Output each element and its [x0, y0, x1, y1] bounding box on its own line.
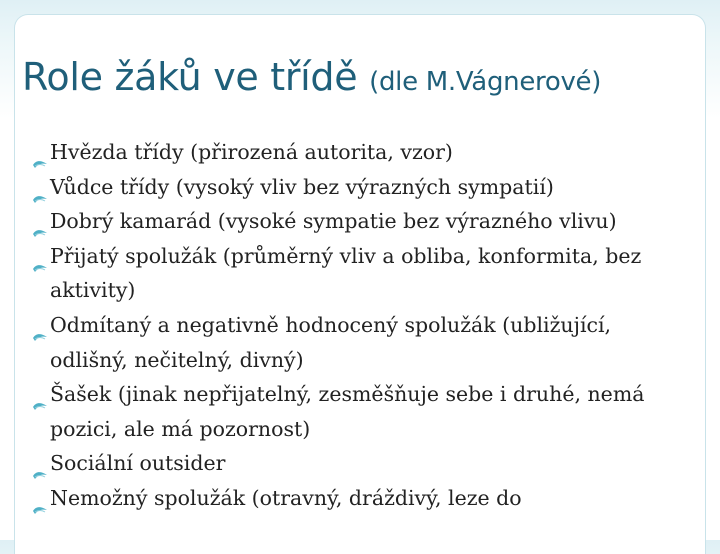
list-item-text: Nemožný spolužák (otravný, dráždivý, leze do — [50, 485, 522, 510]
list-item — [32, 481, 684, 516]
ornament-bullet-icon — [32, 182, 48, 194]
list-item-text: Dobrý kamarád (vysoké sympatie bez výrazného vlivu) — [50, 209, 617, 234]
list-item — [32, 170, 684, 205]
ornament-bullet-icon — [32, 251, 48, 263]
list-item — [32, 204, 684, 239]
list-item — [32, 239, 684, 308]
list-item-text: Vůdce třídy (vysoký vliv bez výrazných sympatií) — [50, 174, 554, 199]
role-list — [32, 135, 684, 516]
ornament-bullet-icon — [32, 493, 48, 505]
list-item — [32, 446, 684, 481]
ornament-bullet-icon — [32, 389, 48, 401]
list-item-text: Hvězda třídy (přirozená autorita, vzor) — [50, 140, 453, 164]
ornament-bullet-icon — [32, 216, 48, 228]
list-item-text: Přijatý spolužák (průměrný vliv a obliba, konformita, bez aktivity) — [50, 243, 642, 303]
ornament-bullet-icon — [32, 147, 48, 159]
list-item-text: Odmítaný a negativně hodnocený spolužák (ubližující, odlišný, nečitelný, divný) — [50, 312, 612, 372]
slide-title — [22, 55, 602, 99]
title-main: Role žáků ve třídě — [22, 55, 358, 99]
list-item — [32, 377, 684, 446]
list-item — [32, 135, 684, 170]
list-item-text: Šašek (jinak nepřijatelný, zesměšňuje sebe i druhé, nemá pozici, ale má pozornost) — [50, 382, 645, 441]
list-item — [32, 308, 684, 377]
list-item-text: Sociální outsider — [50, 451, 226, 476]
ornament-bullet-icon — [32, 458, 48, 470]
title-sub: (dle M.Vágnerové) — [369, 67, 602, 97]
ornament-bullet-icon — [32, 320, 48, 332]
